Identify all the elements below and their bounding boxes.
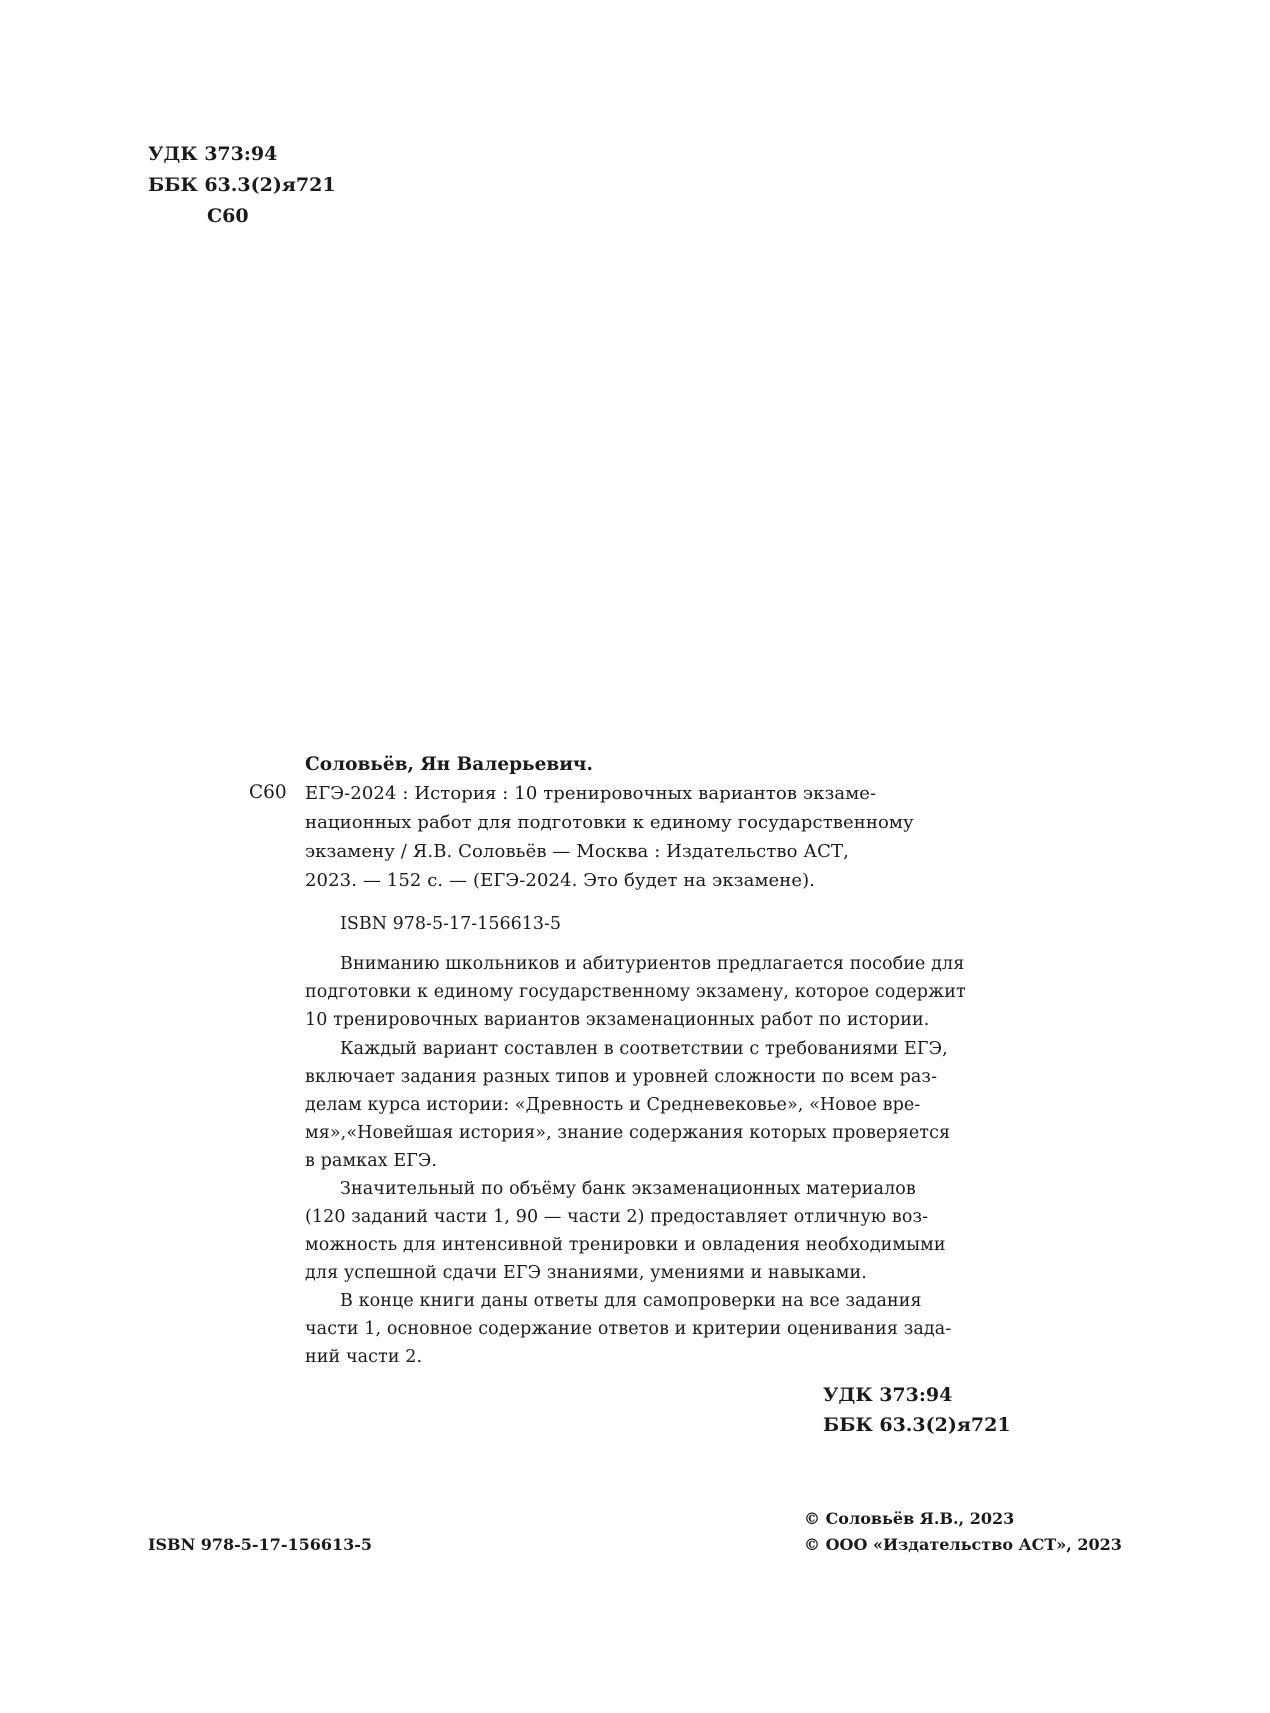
annotation-line: Каждый вариант составлен в соответствии с требованиями ЕГЭ,	[340, 1039, 948, 1059]
annotation-line: подготовки к единому государственному экзамену, которое содержит	[305, 982, 966, 1002]
annotation-line: (120 заданий части 1, 90 — части 2) предоставляет отличную воз-	[305, 1207, 929, 1227]
annotation-line: Значительный по объёму банк экзаменационных материалов	[340, 1179, 916, 1199]
annotation-line: 10 тренировочных вариантов экзаменационных работ по истории.	[305, 1010, 930, 1030]
isbn-record: ISBN 978-5-17-156613-5	[340, 914, 562, 934]
annotation-line: ний части 2.	[305, 1347, 423, 1367]
copyright-publisher: © ООО «Издательство АСТ», 2023	[804, 1535, 1122, 1554]
udk-code-bottom: УДК 373:94	[823, 1384, 953, 1406]
annotation-line: части 1, основное содержание ответов и критерии оценивания зада-	[305, 1319, 952, 1339]
annotation-line: включает задания разных типов и уровней сложности по всем раз-	[305, 1067, 938, 1087]
annotation-line: делам курса истории: «Древность и Средневековье», «Новое вре-	[305, 1095, 921, 1115]
description-text: национных работ для подготовки к единому государственному	[305, 812, 914, 833]
description-text: 2023. — 152 с. — (ЕГЭ-2024. Это будет на экзамене).	[305, 870, 816, 891]
annotation-line: для успешной сдачи ЕГЭ знаниями, умениями и навыками.	[305, 1263, 867, 1283]
description-text: ЕГЭ-2024 : История : 10 тренировочных вариантов экзаме-	[305, 783, 877, 804]
description-line	[305, 866, 815, 895]
copyright-author: © Соловьёв Я.В., 2023	[804, 1509, 1015, 1528]
annotation-line: можность для интенсивной тренировки и овладения необходимыми	[305, 1235, 946, 1255]
description-line	[305, 779, 1002, 808]
description-text: экзамену / Я.В. Соловьёв — Москва : Издательство АСТ,	[305, 841, 849, 862]
bbk-code-bottom: ББК 63.3(2)я721	[823, 1414, 1011, 1436]
isbn-footer: ISBN 978-5-17-156613-5	[148, 1535, 373, 1554]
annotation-line: Вниманию школьников и абитуриентов предлагается пособие для	[340, 954, 965, 974]
author-sign-code: С60	[207, 205, 249, 227]
description-line	[305, 808, 1002, 837]
description-line	[305, 837, 1002, 866]
bbk-code: ББК 63.3(2)я721	[148, 174, 336, 196]
annotation-line: В конце книги даны ответы для самопроверки на все задания	[340, 1291, 922, 1311]
annotation-line: мя»,«Новейшая история», знание содержания которых проверяется	[305, 1123, 951, 1143]
author-sign-label: С60	[249, 782, 287, 803]
author-heading: Соловьёв, Ян Валерьевич.	[305, 754, 593, 775]
annotation-line: в рамках ЕГЭ.	[305, 1151, 438, 1171]
udk-code: УДК 373:94	[148, 143, 278, 165]
